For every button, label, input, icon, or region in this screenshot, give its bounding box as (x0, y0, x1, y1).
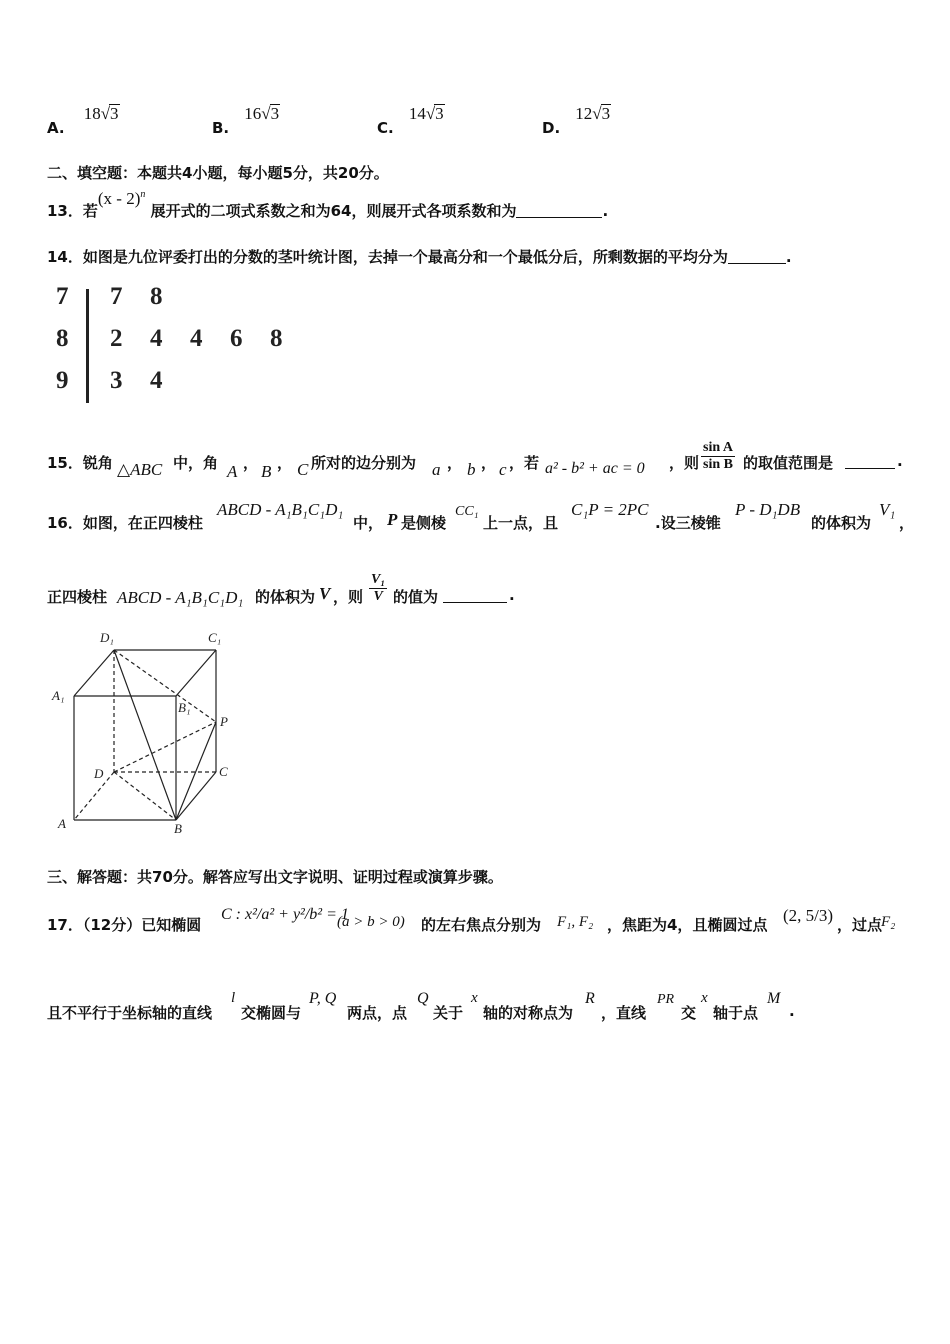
section-heading-solutions: 三、解答题：共70分。解答应写出文字说明、证明过程或演算步骤。 (47, 868, 503, 886)
q16-text: 中， (353, 514, 384, 532)
q15-ratio-fraction (701, 440, 735, 473)
q17-f2: F₂ (881, 914, 896, 930)
q16-text: 上一点，且 (483, 514, 559, 532)
q15-comma: ， (447, 454, 463, 472)
q16-edge: CC₁ (455, 504, 479, 519)
q14-answer-blank (728, 249, 786, 264)
edge-a1-d1 (74, 650, 114, 696)
q16-comma: ， (899, 514, 915, 532)
q17-text: 轴的对称点为 (483, 1004, 574, 1022)
leaf: 8 (270, 325, 283, 352)
q16-fraction-denominator: V (373, 589, 383, 604)
edge-p-b (176, 722, 216, 820)
leaf: 4 (150, 325, 163, 352)
q15-side-c: c (499, 460, 507, 479)
q17-foci: F₁, F₂ (557, 914, 594, 930)
edge-c-b (176, 772, 216, 820)
q15-triangle: △ABC (117, 460, 163, 479)
option-coef: 12 (575, 104, 593, 123)
q16-period: . (509, 586, 515, 604)
stem-row-9 (56, 367, 163, 395)
option-radicand: 3 (110, 104, 119, 123)
q16-text: 的值为 (393, 588, 439, 606)
q16-v1: V₁ (879, 500, 896, 519)
label-p: P (220, 714, 228, 729)
q15-comma: ， (243, 454, 259, 472)
edge-c1-b1 (176, 650, 216, 696)
q17-ellipse-equation: C : x²/a² + y²/b² = 1 (221, 906, 349, 923)
option-d: D. 12√3 (542, 104, 611, 137)
option-radicand: 3 (601, 104, 611, 123)
q16-text: 的体积为 (255, 588, 316, 606)
q17-text: ，焦距为4，且椭圆过点 (607, 916, 768, 934)
q16-pyramid: P - D₁DB (735, 500, 801, 519)
leaf: 2 (110, 325, 123, 352)
q15-fraction-numerator: sin A (703, 440, 733, 455)
q13-answer-blank (516, 203, 602, 218)
question-14 (47, 246, 792, 267)
q14-text: 14．如图是九位评委打出的分数的茎叶统计图，去掉一个最高分和一个最低分后，所剩数据的平均分为 (47, 248, 728, 266)
option-c: C. 14√3 (377, 104, 444, 137)
q16-point-p: P (387, 510, 398, 529)
option-letter: D. (542, 119, 561, 137)
q13-period: . (602, 202, 609, 220)
q17-point-m: M (767, 990, 781, 1007)
stem-value: 9 (56, 367, 69, 394)
q16-number: 16．如图，在正四棱柱 (47, 514, 203, 532)
option-coef: 14 (408, 104, 426, 123)
edge-d1-p (114, 650, 216, 722)
edge-d-p (114, 722, 216, 772)
q16-v: V (319, 584, 331, 603)
leaf: 4 (150, 367, 163, 394)
q16-text: 的体积为 (811, 514, 872, 532)
stem-leaf-plot (50, 283, 300, 407)
option-radicand: 3 (435, 104, 444, 123)
q15-text: 的取值范围是 (743, 454, 834, 472)
q16-answer-blank (443, 588, 507, 603)
q17-condition: (a > b > 0) (337, 914, 405, 930)
q15-text: 中，角 (173, 454, 219, 472)
q16-prism: ABCD - A₁B₁C₁D₁ (217, 500, 344, 519)
edge-d1-b (114, 650, 176, 820)
label-a: A (58, 816, 66, 831)
q15-side-b: b (467, 460, 476, 479)
q15-fraction-denominator: sin B (703, 457, 733, 472)
option-radicand: 3 (270, 104, 280, 123)
stem-row-7 (56, 283, 163, 311)
q15-angle-b: B (261, 462, 272, 481)
q15-side-a: a (432, 460, 441, 479)
q17-point-q: Q (417, 990, 429, 1007)
q17-line-pr: PR (657, 992, 675, 1007)
label-d: D (94, 766, 104, 781)
option-b: B. 16√3 (212, 104, 280, 137)
prism-figure (44, 622, 244, 834)
q17-text: ，直线 (601, 1004, 647, 1022)
q17-text: 且不平行于坐标轴的直线 (47, 1004, 213, 1022)
q15-angle-c: C (297, 460, 309, 479)
stem-value: 7 (56, 283, 69, 310)
option-a: A. 18√3 (47, 104, 119, 137)
q15-equation: a² - b² + ac = 0 (545, 460, 645, 477)
label-b: B (174, 821, 182, 834)
option-letter: C. (377, 119, 394, 137)
q15-text: ，则 (669, 454, 700, 472)
option-letter: A. (47, 119, 65, 137)
q16-text: .设三棱锥 (655, 514, 721, 532)
q17-x-axis: x (701, 990, 708, 1006)
leaf: 7 (110, 283, 123, 310)
option-coef: 18 (83, 104, 101, 123)
q15-comma: ， (481, 454, 497, 472)
option-coef: 16 (244, 104, 262, 123)
q13-text: 展开式的二项式系数之和为64，则展开式各项系数和为 (150, 202, 517, 220)
q17-line-l: l (231, 990, 236, 1006)
q15-number: 15．锐角 (47, 454, 113, 472)
stem-row-8 (56, 325, 283, 353)
label-c: C (219, 764, 228, 779)
q13-exponent: n (140, 189, 146, 200)
q17-number: 17．（12分）已知椭圆 (47, 916, 202, 934)
section-heading-fill-in: 二、填空题：本题共4小题，每小题5分，共20分。 (47, 164, 389, 182)
q14-period: . (785, 248, 792, 266)
leaf: 3 (110, 367, 123, 394)
q15-comma: ， (277, 454, 293, 472)
q15-angle-a: A (227, 462, 238, 481)
q17-x-axis: x (471, 990, 478, 1006)
leaf: 4 (190, 325, 203, 352)
q13-expression: (x - 2) (97, 189, 141, 208)
question-13 (47, 188, 609, 220)
q16-prism: ABCD - A₁B₁C₁D₁ (117, 588, 244, 607)
q16-fraction-numerator: V₁ (371, 572, 386, 587)
q17-text: 两点，点 (347, 1004, 408, 1022)
leaf: 8 (150, 283, 163, 310)
q15-answer-blank (845, 454, 895, 469)
q17-point: (2, 5/3) (783, 906, 834, 925)
q17-text: ，过点 (837, 916, 883, 934)
label-b1: B₁ (178, 700, 191, 715)
q17-text: 轴于点 (713, 1004, 759, 1022)
stem-leaf-divider (86, 289, 89, 403)
q17-period: . (789, 1002, 795, 1020)
q17-points-pq: P, Q (309, 990, 337, 1007)
q16-text: 是侧棱 (401, 514, 447, 532)
q17-text: 关于 (433, 1004, 464, 1022)
stem-value: 8 (56, 325, 69, 352)
q17-point-r: R (585, 990, 595, 1007)
label-d1: D₁ (100, 630, 114, 645)
q16-ratio-fraction (369, 572, 387, 605)
q17-text: 交 (681, 1004, 697, 1022)
q17-text: 的左右焦点分别为 (421, 916, 542, 934)
leaf: 6 (230, 325, 243, 352)
q15-text: 所对的边分别为 (311, 454, 417, 472)
label-c1: C₁ (208, 630, 222, 645)
label-a1: A₁ (52, 688, 65, 703)
q16-condition: C₁P = 2PC (571, 500, 649, 519)
q17-text: 交椭圆与 (241, 1004, 302, 1022)
q15-period: . (897, 452, 903, 470)
q13-number: 13．若 (47, 202, 98, 220)
q16-text: 正四棱柱 (47, 588, 108, 606)
q16-text: ，则 (333, 588, 364, 606)
option-letter: B. (212, 119, 230, 137)
q15-text: ，若 (509, 454, 540, 472)
